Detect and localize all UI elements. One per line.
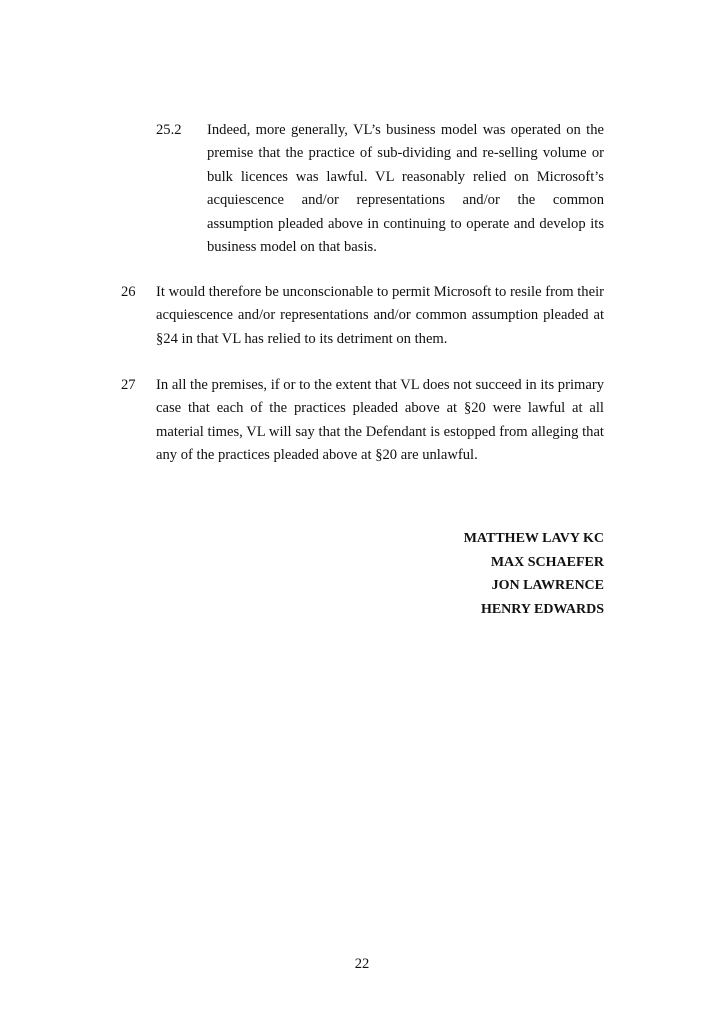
paragraph-text: In all the premises, if or to the extent that VL does not succeed in its primary case that each of the practices pleaded above at §20 were lawful at all material times, VL will say that the Defendant is estopped from alleging that any of the practices pleaded above at §20 are unlawful.: [156, 377, 604, 464]
page-number: 22: [354, 956, 370, 972]
paragraph-number: 26: [121, 284, 136, 300]
signatory-name: JON LAWRENCE: [491, 578, 604, 594]
paragraph-text: Indeed, more generally, VL’s business model was operated on the premise that the practice of sub-dividing and re-selling volume or bulk licences was lawful. VL reasonably relied on Microsoft’s acquiescence and/or representations and/or the common assumption pleaded above in continuing to operate and develop its business model on that basis.: [207, 122, 604, 256]
signatory-name: MAX SCHAEFER: [490, 554, 604, 570]
paragraph-text: It would therefore be unconscionable to permit Microsoft to resile from their acquiescence and/or representations and/or common assumption pleaded at §24 in that VL has relied to its detriment on them.: [156, 284, 604, 347]
signatory-name: HENRY EDWARDS: [480, 601, 604, 617]
signature-block: [464, 527, 604, 621]
signatory-name: MATTHEW LAVY KC: [463, 531, 604, 546]
paragraph-number: 25.2: [156, 122, 182, 138]
paragraph-number: 27: [121, 377, 136, 393]
